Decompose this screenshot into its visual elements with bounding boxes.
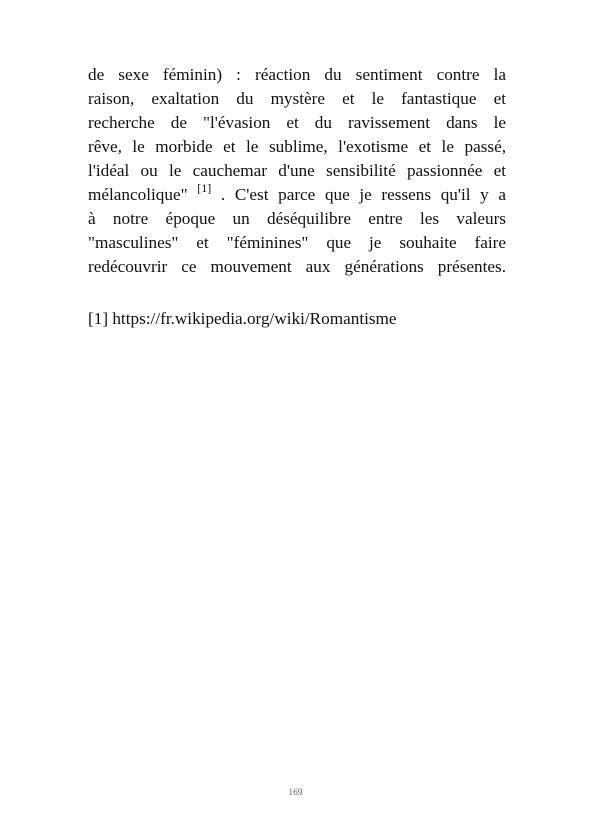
text-line: rêve, le morbide et le sublime, l'exotisme et le passé, xyxy=(88,137,506,156)
body-paragraph xyxy=(88,63,506,279)
text-line: recherche de "l'évasion et du ravissement dans le xyxy=(88,113,506,132)
page-number: 169 xyxy=(288,788,303,798)
footnote-reference[interactable]: [1] xyxy=(197,181,212,195)
text-line: raison, exaltation du mystère et le fantastique et xyxy=(88,89,506,108)
text-line: de sexe féminin) : réaction du sentiment contre la xyxy=(88,65,506,84)
text-line-with-footnote xyxy=(88,183,506,207)
text-fragment: . C'est parce que je ressens qu'il y a xyxy=(220,185,507,204)
text-line: à notre époque un déséquilibre entre les valeurs xyxy=(88,209,506,228)
text-fragment: mélancolique" xyxy=(88,185,188,204)
text-line: l'idéal ou le cauchemar d'une sensibilité passionnée et xyxy=(88,161,506,180)
text-line: redécouvrir ce mouvement aux générations présentes. xyxy=(88,257,506,276)
footnote[interactable]: [1] https://fr.wikipedia.org/wiki/Romantisme xyxy=(88,309,397,328)
text-line: "masculines" et "féminines" que je souhaite faire xyxy=(88,233,506,252)
